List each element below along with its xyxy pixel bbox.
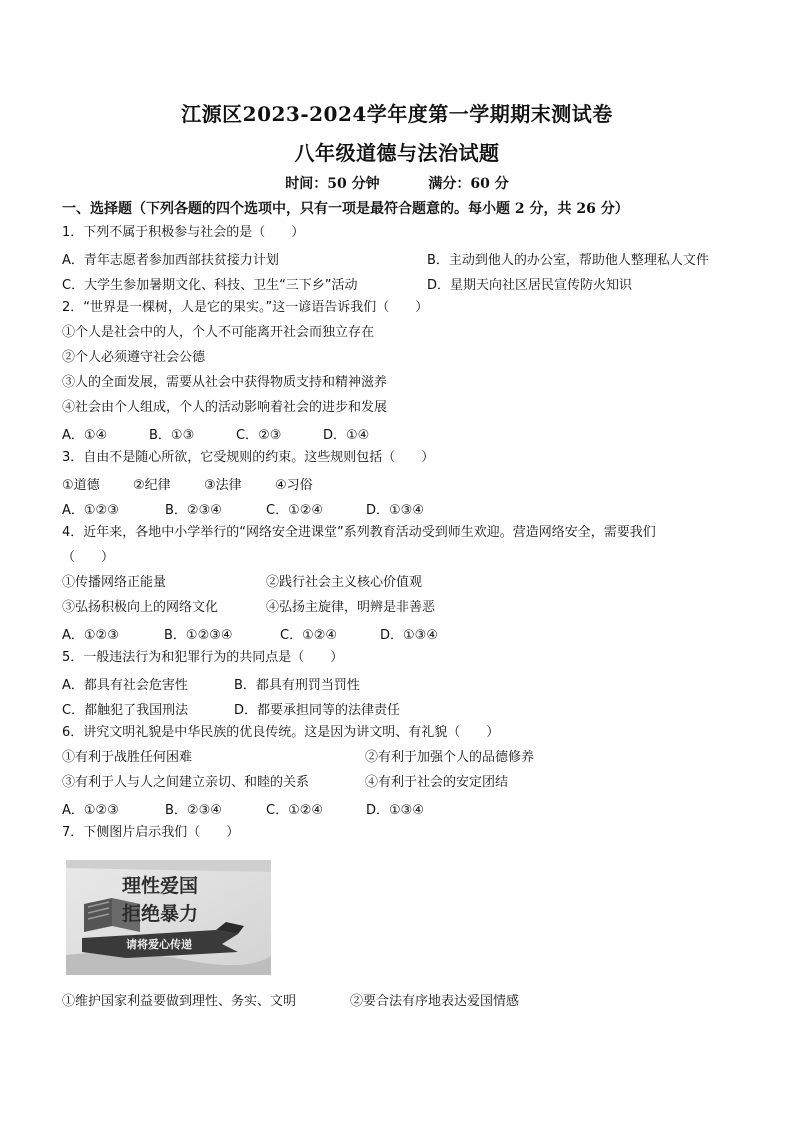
exam-time: 时间：50 分钟 [285, 176, 380, 192]
q4-statement-2: ②践行社会主义核心价值观 [266, 575, 423, 590]
q4-statement-3: ③弘扬积极向上的网络文化 [62, 600, 219, 615]
q2-statement-3: ③人的全面发展，需要从社会中获得物质支持和精神滋养 [62, 375, 388, 390]
exam-title: 江源区2023-2024学年度第一学期期末测试卷 [181, 102, 613, 126]
poster-line-3: 请将爱心传递 [126, 938, 192, 951]
poster-illustration [66, 860, 271, 975]
q4-statement-1: ①传播网络正能量 [62, 575, 167, 590]
q7-stem: 7．下侧图片启示我们（ ） [62, 825, 240, 840]
q5-option-b: B．都具有刑罚当罚性 [234, 678, 360, 693]
q3-option-d: D．①③④ [366, 503, 424, 518]
q2-option-a: A．①④ [62, 428, 108, 443]
q1-stem: 1．下列不属于积极参与社会的是（ ） [62, 225, 305, 240]
q6-option-a: A．①②③ [62, 803, 119, 818]
q3-stem: 3．自由不是随心所欲，它受规则的约束。这些规则包括（ ） [62, 450, 435, 465]
q5-option-a: A．都具有社会危害性 [62, 678, 188, 693]
q3-option-c: C．①②④ [266, 503, 324, 518]
poster-line-1: 理性爱国 [122, 875, 199, 897]
q3-statement-4: ④习俗 [275, 478, 313, 493]
q7-statement-1: ①维护国家利益要做到理性、务实、文明 [62, 994, 297, 1009]
q6-option-c: C．①②④ [266, 803, 324, 818]
q4-option-c: C．①②④ [280, 628, 338, 643]
q2-option-d: D．①④ [323, 428, 370, 443]
q4-statement-4: ④弘扬主旋律，明辨是非善恶 [266, 600, 436, 615]
poster-line-2: 拒绝暴力 [122, 903, 199, 925]
poster-image [66, 860, 271, 975]
exam-meta [0, 173, 794, 193]
q2-option-c: C．②③ [236, 428, 282, 443]
q6-statement-3: ③有利于人与人之间建立亲切、和睦的关系 [62, 775, 310, 790]
q2-statement-1: ①个人是社会中的人，个人不可能离开社会而独立存在 [62, 325, 375, 340]
q6-stem: 6．讲究文明礼貌是中华民族的优良传统。这是因为讲文明、有礼貌（ ） [62, 725, 500, 740]
q1-option-c: C．大学生参加暑期文化、科技、卫生“三下乡”活动 [62, 278, 358, 293]
q2-statement-4: ④社会由个人组成，个人的活动影响着社会的进步和发展 [62, 400, 388, 415]
q1-option-a: A．青年志愿者参加西部扶贫接力计划 [62, 253, 279, 268]
q5-option-c: C．都触犯了我国刑法 [62, 703, 189, 718]
q7-statement-2: ②要合法有序地表达爱国情感 [350, 994, 520, 1009]
q2-stem: 2．“世界是一棵树，人是它的果实。”这一谚语告诉我们（ ） [62, 300, 429, 315]
q3-statement-2: ②纪律 [133, 478, 171, 493]
q4-option-d: D．①③④ [380, 628, 438, 643]
q6-statement-2: ②有利于加强个人的品德修养 [365, 750, 535, 765]
q6-option-d: D．①③④ [366, 803, 424, 818]
q4-option-a: A．①②③ [62, 628, 119, 643]
q6-option-b: B．②③④ [165, 803, 222, 818]
q5-stem: 5．一般违法行为和犯罪行为的共同点是（ ） [62, 650, 344, 665]
q2-option-b: B．①③ [149, 428, 195, 443]
q6-statement-1: ①有利于战胜任何困难 [62, 750, 193, 765]
exam-score: 满分：60 分 [428, 176, 509, 192]
q2-statement-2: ②个人必须遵守社会公德 [62, 350, 206, 365]
q1-option-d: D．星期天向社区居民宣传防火知识 [427, 278, 633, 293]
q6-statement-4: ④有利于社会的安定团结 [365, 775, 509, 790]
q4-stem: 4．近年来，各地中小学举行的“网络安全进课堂”系列教育活动受到师生欢迎。营造网络安全，需要我们 [62, 525, 656, 540]
q3-option-b: B．②③④ [165, 503, 222, 518]
q3-statement-1: ①道德 [62, 478, 100, 493]
q1-option-b: B．主动到他人的办公室，帮助他人整理私人文件 [427, 253, 709, 268]
q5-option-d: D．都要承担同等的法律责任 [234, 703, 401, 718]
q4-stem-continued: （ ） [62, 550, 115, 565]
section-title: 一、选择题（下列各题的四个选项中，只有一项是最符合题意的。每小题 2 分，共 26 分） [62, 201, 629, 217]
exam-subtitle: 八年级道德与法治试题 [294, 141, 500, 165]
q4-option-b: B．①②③④ [164, 628, 233, 643]
q3-option-a: A．①②③ [62, 503, 119, 518]
q3-statement-3: ③法律 [204, 478, 242, 493]
